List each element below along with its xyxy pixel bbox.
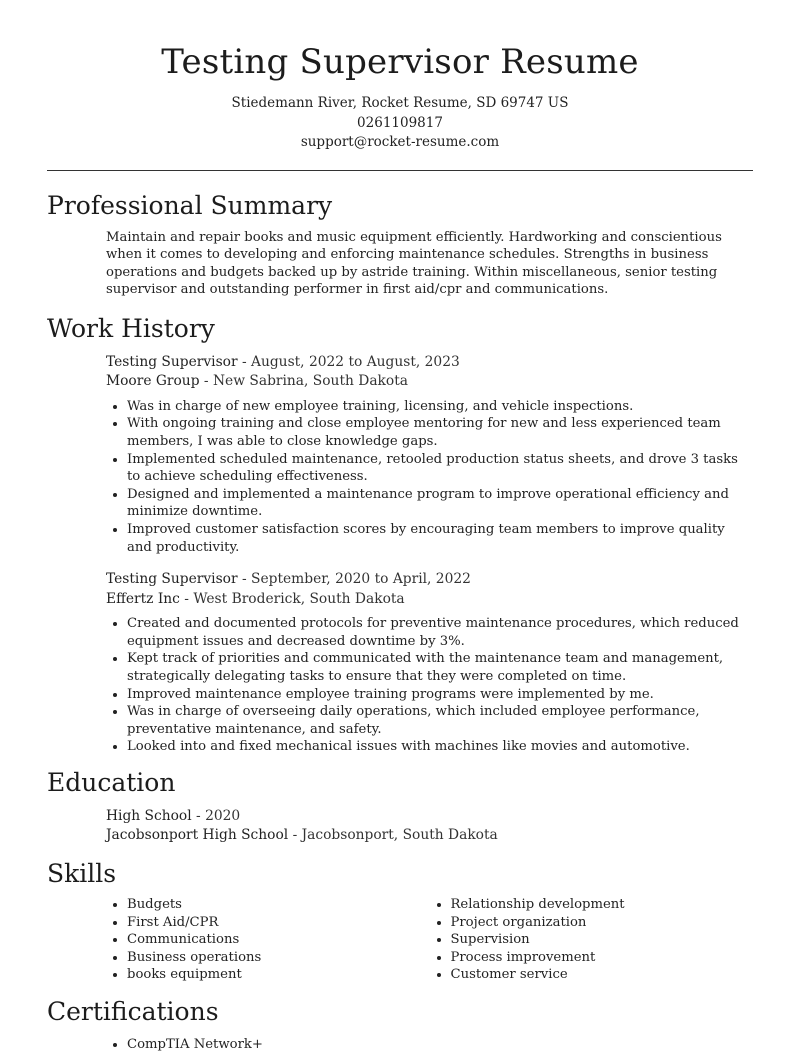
list-item: • books equipment (127, 966, 430, 984)
job-bullets (106, 398, 753, 556)
work-history-heading: Work History (47, 313, 215, 343)
summary-section (47, 190, 753, 299)
job-title: Testing Supervisor (106, 571, 238, 588)
work-history-section (47, 313, 753, 756)
list-item: • Process improvement (451, 949, 754, 967)
skills-columns (106, 896, 753, 984)
certifications-section (47, 996, 753, 1054)
job-entry (106, 353, 753, 556)
job-company: Effertz Inc (106, 590, 180, 607)
skills-left-column (106, 896, 430, 984)
list-item: • Was in charge of overseeing daily operations, which included employee performance, preventative maintenance, and safety. (127, 703, 753, 738)
education-section (47, 767, 753, 846)
contact-block (47, 94, 753, 153)
education-degree-line (106, 807, 753, 827)
job-title-line (106, 570, 753, 590)
job-location: - West Broderick, South Dakota (179, 590, 405, 607)
job-company-line (106, 590, 753, 610)
email: support@rocket-resume.com (300, 134, 500, 150)
job-location: - New Sabrina, South Dakota (199, 373, 408, 390)
list-item: • Communications (127, 931, 430, 949)
address: Stiedemann River, Rocket Resume, SD 69747 US (231, 95, 569, 111)
phone: 0261109817 (357, 114, 443, 131)
education-entry (106, 807, 753, 846)
certifications-heading: Certifications (47, 996, 219, 1026)
skills-right-column (430, 896, 754, 984)
list-item: • Looked into and fixed mechanical issues with machines like movies and automotive. (127, 738, 753, 756)
list-item: • Business operations (127, 949, 430, 967)
certifications-list (106, 1036, 753, 1054)
job-dates: - August, 2022 to August, 2023 (237, 353, 460, 370)
education-school-line (106, 826, 753, 846)
list-item: • Budgets (127, 896, 430, 914)
list-item: • Relationship development (451, 896, 754, 914)
education-school: Jacobsonport High School (106, 827, 289, 844)
education-year: - 2020 (191, 807, 241, 824)
job-company-line (106, 372, 753, 392)
list-item: • Implemented scheduled maintenance, retooled production status sheets, and drove 3 tasks to achieve scheduling effectiveness. (127, 451, 753, 486)
skills-section (47, 858, 753, 984)
job-title: Testing Supervisor (106, 353, 238, 370)
summary-heading: Professional Summary (47, 190, 333, 220)
header-divider (47, 170, 753, 171)
list-item: • First Aid/CPR (127, 914, 430, 932)
list-item: • Supervision (451, 931, 754, 949)
list-item: • Customer service (451, 966, 754, 984)
list-item: • Project organization (451, 914, 754, 932)
job-title-line (106, 353, 753, 373)
education-location: - Jacobsonport, South Dakota (288, 827, 498, 844)
education-heading: Education (47, 767, 176, 797)
job-company: Moore Group (106, 373, 200, 390)
list-item: • Created and documented protocols for preventive maintenance procedures, which reduced equipment issues and decreased downtime by 3%. (127, 615, 753, 650)
skills-heading: Skills (47, 858, 117, 888)
summary-text: Maintain and repair books and music equipment efficiently. Hardworking and conscientious when it comes to developing and enforcing maintenance schedules. Strengths in business operations and budgets backed up by astride training. Within miscellaneous, senior testing supervisor and outstanding performer in first aid/cpr and communications. (106, 229, 722, 298)
job-dates: - September, 2020 to April, 2022 (237, 571, 471, 588)
list-item: • With ongoing training and close employee mentoring for new and less experienced team members, I was able to close knowledge gaps. (127, 415, 753, 450)
education-degree: High School (106, 807, 192, 824)
resume-title: Testing Supervisor Resume (161, 42, 639, 82)
list-item: • Improved customer satisfaction scores by encouraging team members to improve quality and productivity. (127, 521, 753, 556)
job-bullets (106, 615, 753, 756)
job-entry (106, 570, 753, 756)
list-item: • Was in charge of new employee training, licensing, and vehicle inspections. (127, 398, 753, 416)
list-item: • Improved maintenance employee training programs were implemented by me. (127, 686, 753, 704)
list-item: • CompTIA Network+ (127, 1036, 753, 1054)
list-item: • Designed and implemented a maintenance program to improve operational efficiency and minimize downtime. (127, 486, 753, 521)
list-item: • Kept track of priorities and communicated with the maintenance team and management, strategically delegating tasks to ensure that they were completed on time. (127, 650, 753, 685)
